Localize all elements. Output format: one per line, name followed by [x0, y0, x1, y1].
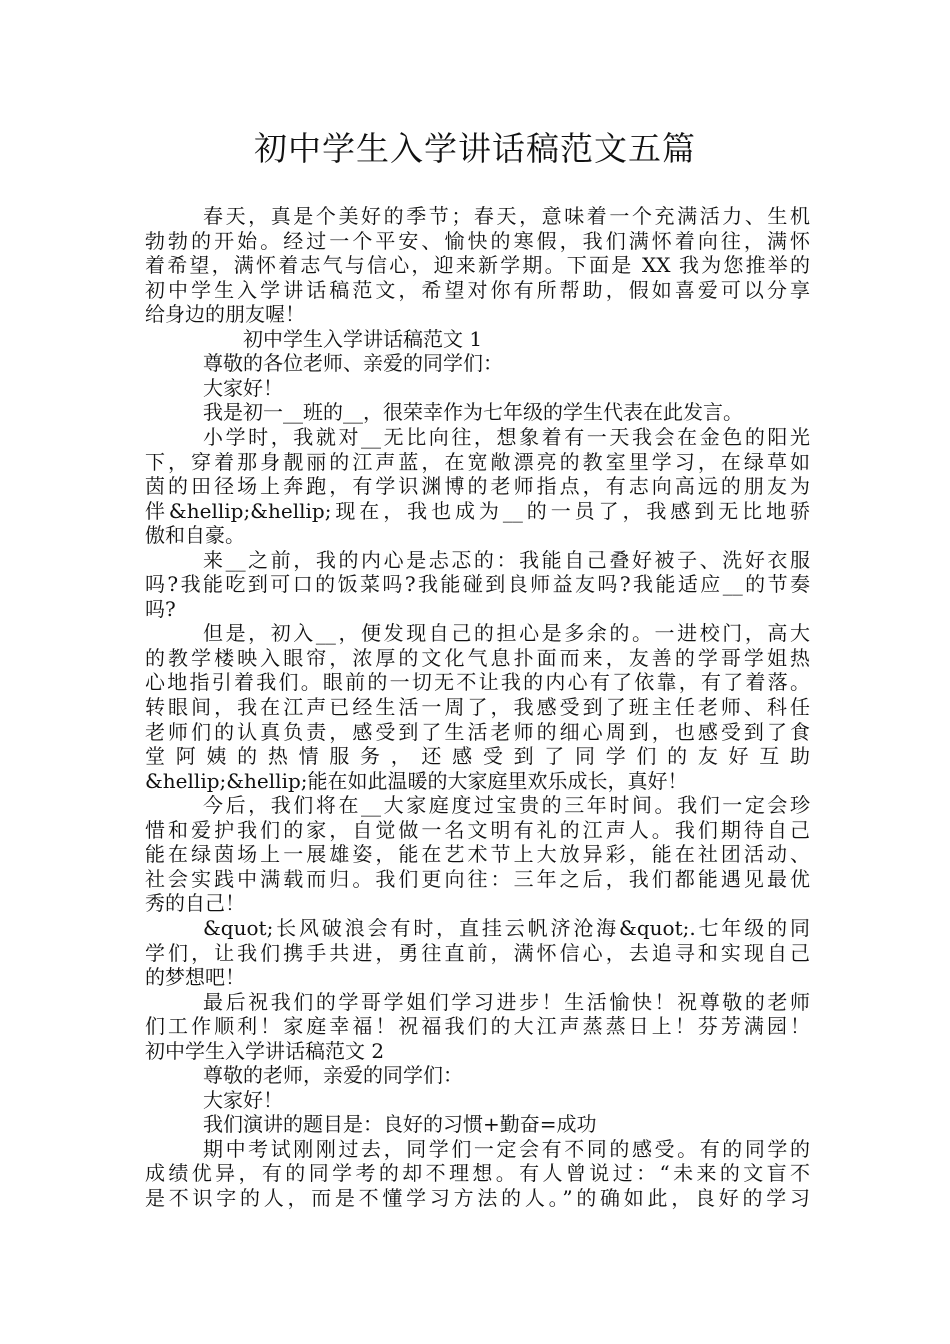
text-line: 能在绿茵场上一展雄姿，能在艺术节上大放异彩，能在社团活动、	[145, 842, 810, 867]
text-line: 尊敬的各位老师、亲爱的同学们：	[203, 351, 503, 376]
text-line: 心地指引着我们。眼前的一切无不让我的内心有了依靠，有了着落。	[145, 670, 810, 695]
text-line: 最后祝我们的学哥学姐们学习进步！生活愉快！祝尊敬的老师	[203, 989, 810, 1014]
text-line: 尊敬的老师，亲爱的同学们：	[203, 1063, 463, 1088]
text-line: 的教学楼映入眼帘，浓厚的文化气息扑面而来，友善的学哥学姐热	[145, 645, 810, 670]
text-line: 们工作顺利！家庭幸福！祝福我们的大江声蒸蒸日上！芬芳满园！	[145, 1014, 810, 1039]
text-line: 吗?	[145, 596, 176, 621]
page-title: 初中学生入学讲话稿范文五篇	[254, 129, 696, 168]
text-line: 下，穿着那身靓丽的江声蓝，在宽敞漂亮的教室里学习，在绿草如	[145, 449, 810, 474]
text-line: 今后，我们将在__大家庭度过宝贵的三年时间。我们一定会珍	[203, 793, 810, 818]
text-line: 我们演讲的题目是：良好的习惯+勤奋=成功	[203, 1112, 597, 1137]
text-line: 的梦想吧！	[145, 965, 245, 990]
text-line: 春天，真是个美好的季节；春天，意味着一个充满活力、生机	[203, 204, 810, 228]
text-line: 我是初一__班的__，很荣幸作为七年级的学生代表在此发言。	[203, 400, 743, 425]
text-line: 秀的自己！	[145, 891, 245, 916]
text-line: 惜和爱护我们的家，自觉做一名文明有礼的江声人。我们期待自己	[145, 817, 810, 842]
text-line: 伴&hellip;&hellip;现在，我也成为__的一员了，我感到无比地骄	[145, 498, 810, 523]
text-line: 学们，让我们携手共进，勇往直前，满怀信心，去追寻和实现自己	[145, 940, 810, 965]
text-line: 傲和自豪。	[145, 523, 245, 548]
text-line: 老师们的认真负责，感受到了生活老师的细心周到，也感受到了食	[145, 719, 810, 744]
text-line: &hellip;&hellip;能在如此温暖的大家庭里欢乐成长，真好！	[145, 768, 688, 793]
text-line: 堂 阿 姨 的 热 情 服 务 ， 还 感 受 到 了 同 学 们 的 友 好 互 助	[145, 744, 810, 769]
text-line: 吗?我能吃到可口的饭菜吗?我能碰到良师益友吗?我能适应__的节奏	[145, 572, 810, 597]
text-line: 大家好！	[203, 1087, 283, 1112]
section-heading: 初中学生入学讲话稿范文 2	[145, 1038, 385, 1063]
text-line: &quot;长风破浪会有时，直挂云帆济沧海&quot;.七年级的同	[203, 915, 810, 940]
text-line: 社会实践中满载而归。我们更向往：三年之后，我们都能遇见最优	[145, 866, 810, 891]
text-line: 茵的田径场上奔跑，有学识渊博的老师指点，有志向高远的朋友为	[145, 474, 810, 499]
section-heading: 初中学生入学讲话稿范文 1	[243, 326, 483, 351]
text-line: 初中学生入学讲话稿范文，希望对你有所帮助，假如喜爱可以分享	[145, 277, 810, 302]
text-line: 期中考试刚刚过去，同学们一定会有不同的感受。有的同学的	[203, 1136, 810, 1161]
text-line: 来__之前，我的内心是忐忑的：我能自己叠好被子、洗好衣服	[203, 547, 810, 572]
text-line: 是不识字的人，而是不懂学习方法的人。”的确如此，良好的学习	[145, 1186, 810, 1210]
text-line: 转眼间，我在江声已经生活一周了，我感受到了班主任老师、科任	[145, 695, 810, 719]
text-line: 成绩优异，有的同学考的却不理想。有人曾说过：“未来的文盲不	[145, 1161, 810, 1186]
text-line: 但是，初入__，便发现自己的担心是多余的。一进校门，高大	[203, 621, 810, 646]
text-line: 着希望，满怀着志气与信心，迎来新学期。下面是 XX 我为您推举的	[145, 253, 810, 278]
text-line: 小学时，我就对__无比向往，想象着有一天我会在金色的阳光	[203, 424, 810, 449]
text-line: 给身边的朋友喔！	[145, 302, 305, 327]
text-line: 大家好！	[203, 375, 283, 400]
text-line: 勃勃的开始。经过一个平安、愉快的寒假，我们满怀着向往，满怀	[145, 228, 810, 253]
